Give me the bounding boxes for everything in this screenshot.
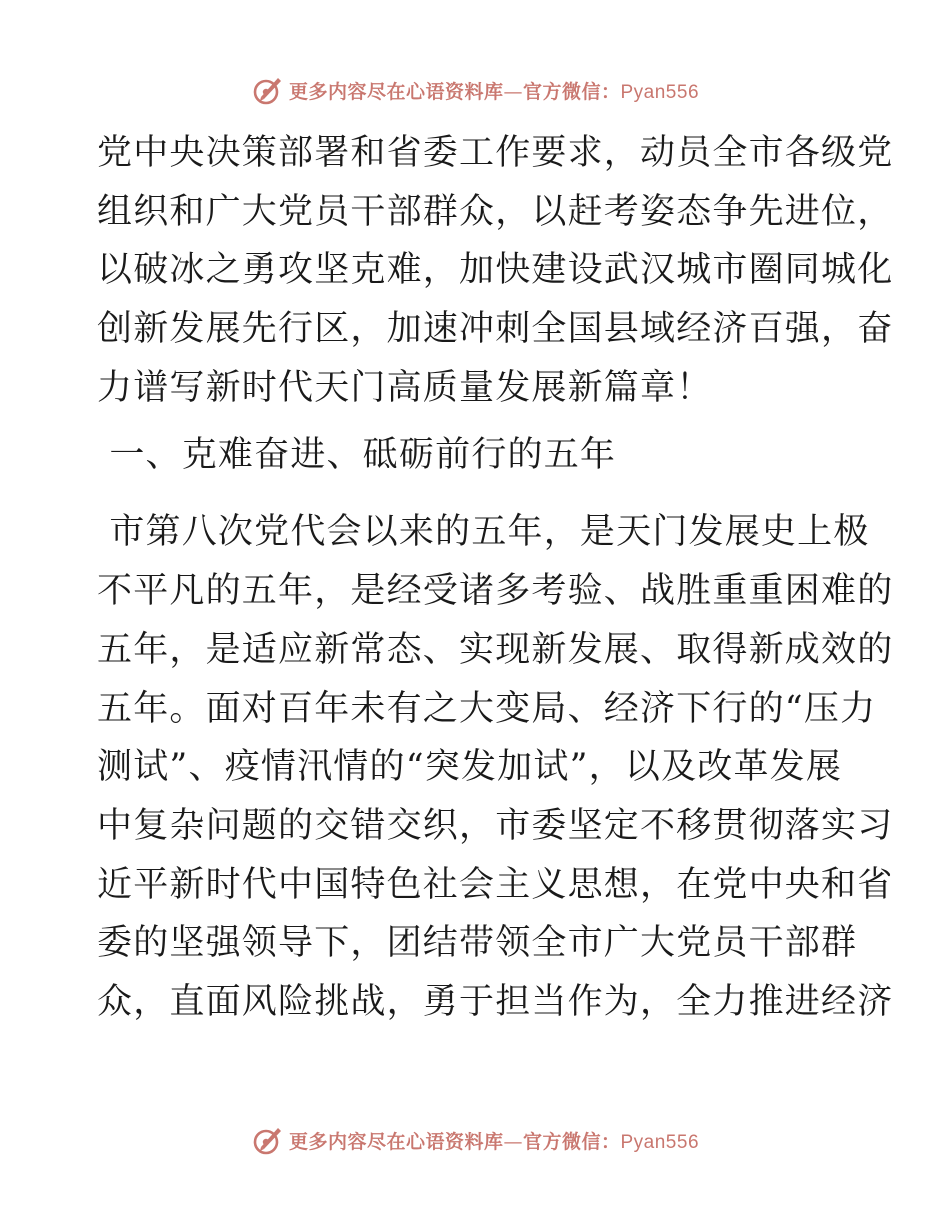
paragraph-2 (97, 503, 894, 1031)
text-line: 力谱写新时代天门高质量发展新篇章！ (97, 367, 713, 408)
watermark-wechat-id: Pyan556 (620, 81, 700, 103)
text-line: 测试”、疫情汛情的“突发加试”，以及改革发展 (97, 747, 843, 788)
watermark-separator: — (503, 1130, 523, 1153)
text-line: 创新发展先行区，加速冲刺全国县域经济百强，奋 (97, 309, 894, 350)
watermark-group (251, 73, 699, 107)
text-line: 以破冰之勇攻坚克难，加快建设武汉城市圈同城化 (97, 250, 894, 291)
text-line: 不平凡的五年，是经受诸多考验、战胜重重困难的 (97, 571, 894, 612)
watermark-brand: 更多内容尽在心语资料库 (288, 1130, 504, 1153)
watermark-wechat-id: Pyan556 (620, 1131, 700, 1153)
watermark-group (251, 1123, 699, 1157)
text-line: 党中央决策部署和省委工作要求，动员全市各级党 (97, 133, 894, 173)
text-line: 近平新时代中国特色社会主义思想，在党中央和省 (97, 864, 894, 905)
watermark-wechat-label: 官方微信： (522, 80, 621, 103)
watermark-separator: — (503, 80, 523, 103)
header-watermark (0, 72, 950, 108)
watermark-text (289, 77, 699, 104)
text-line: 中复杂问题的交错交织，市委坚定不移贯彻落实习 (97, 805, 894, 846)
text-line: 五年，是适应新常态、实现新发展、取得新成效的 (97, 629, 894, 670)
footer-watermark (0, 1122, 950, 1158)
text-line: 市第八次党代会以来的五年，是天门发展史上极 (97, 512, 870, 553)
quill-circle-logo-icon (251, 73, 285, 107)
quill-circle-logo-icon (251, 1123, 285, 1157)
text-line: 组织和广大党员干部群众，以赶考姿态争先进位， (97, 191, 894, 232)
watermark-text (289, 1127, 699, 1154)
watermark-wechat-label: 官方微信： (522, 1130, 621, 1153)
section-heading: 一、克难奋进、砥砺前行的五年 (97, 435, 617, 476)
text-line: 众，直面风险挑战，勇于担当作为，全力推进经济 (97, 981, 894, 1022)
watermark-brand: 更多内容尽在心语资料库 (288, 80, 504, 103)
paragraph-1 (97, 124, 894, 417)
text-line: 委的坚强领导下，团结带领全市广大党员干部群 (97, 923, 858, 964)
text-line: 五年。面对百年未有之大变局、经济下行的“压力 (97, 688, 877, 729)
document-body (97, 124, 894, 1032)
